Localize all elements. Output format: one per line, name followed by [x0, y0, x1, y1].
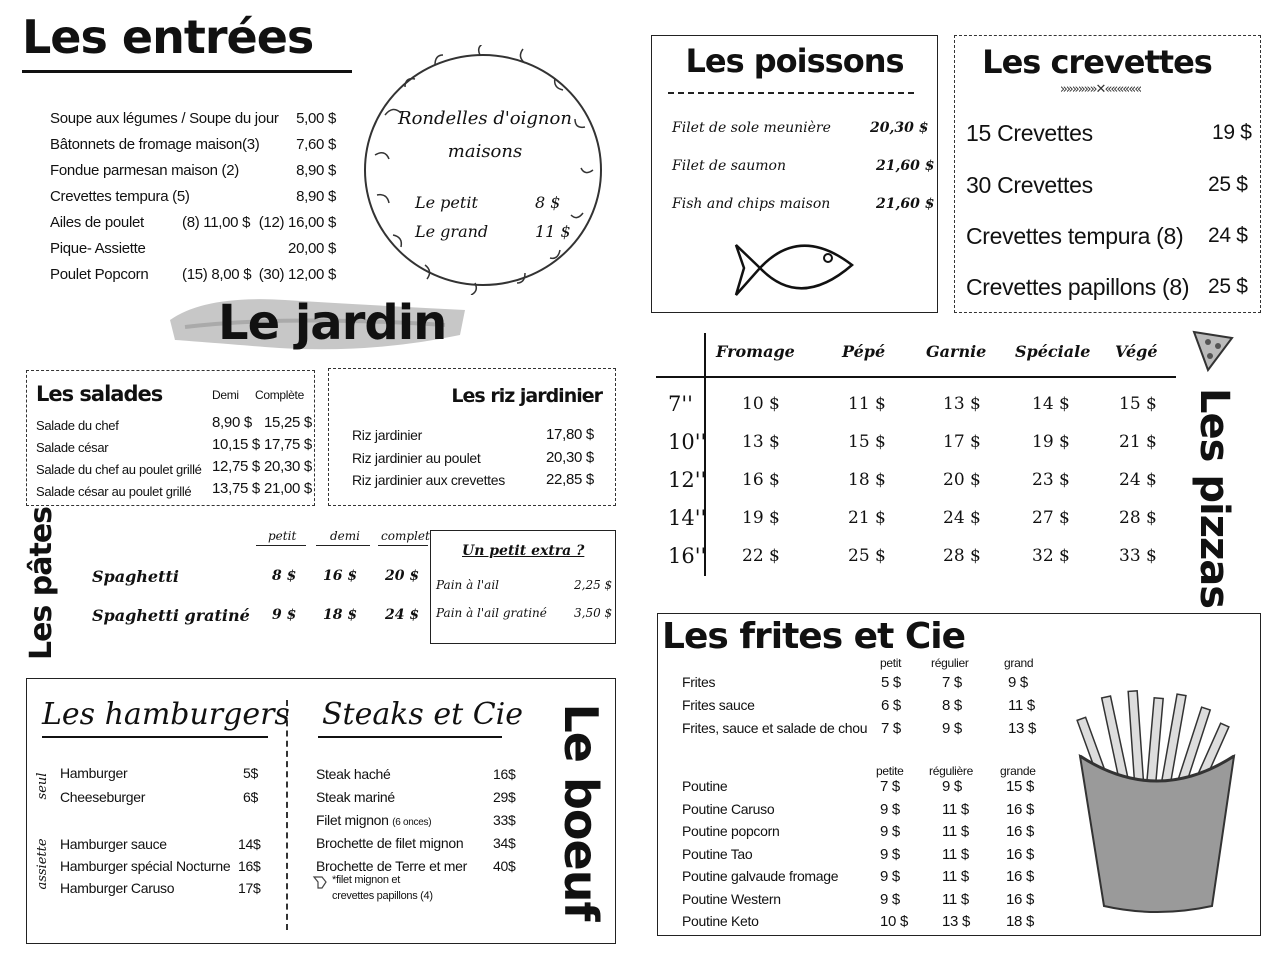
pates-col-complet: complet	[381, 529, 430, 543]
frites-price: 5 $	[881, 674, 901, 691]
poutine-col-grande: grande	[1000, 764, 1036, 778]
frites-col-petit: petit	[880, 656, 902, 670]
poisson-item: Filet de saumon	[672, 158, 786, 174]
pates-title: Les pâtes	[24, 506, 59, 660]
frites-price: 7 $	[942, 674, 962, 691]
steak-price: 34$	[493, 835, 516, 851]
wreath-icon	[355, 45, 615, 295]
steak-item	[316, 812, 431, 828]
crevette-price: 24 $	[1208, 224, 1248, 247]
pates-item: Spaghetti gratiné	[92, 606, 250, 625]
salade-price: 15,25 $	[264, 414, 312, 431]
pates-price: 24 $	[385, 607, 420, 623]
poisson-price: 20,30 $	[870, 120, 929, 136]
pizza-slice-icon	[1190, 328, 1236, 374]
pizza-price: 13 $	[943, 394, 981, 414]
poutine-price: 11 $	[942, 845, 969, 863]
pizza-size-line	[704, 333, 706, 576]
pizza-price: 17 $	[943, 432, 981, 452]
pizza-price: 16 $	[742, 470, 780, 490]
steak-item-note: (6 onces)	[392, 817, 432, 828]
poutine-price: 11 $	[942, 890, 969, 908]
pizza-price: 24 $	[943, 508, 981, 528]
pates-price: 18 $	[323, 607, 358, 623]
entree-price: 7,60 $	[296, 136, 336, 153]
pizza-price: 15 $	[1119, 394, 1157, 414]
frites-price: 13 $	[1008, 720, 1036, 737]
frites-price: 6 $	[881, 697, 901, 714]
entree-item: Ailes de poulet	[50, 214, 144, 231]
poutine-price: 9 $	[880, 890, 900, 908]
poutine-price: 9 $	[880, 800, 900, 818]
salade-item: Salade césar	[36, 440, 109, 455]
salade-price: 21,00 $	[264, 480, 312, 497]
poutine-price: 18 $	[1006, 913, 1034, 930]
jardin-title: Le jardin	[218, 295, 447, 351]
riz-item: Riz jardinier au poulet	[352, 450, 481, 466]
steaks-title: Steaks et Cie	[322, 697, 524, 732]
rondelles-title-1: Rondelles d'oignon	[398, 108, 572, 129]
entree-price: 5,00 $	[296, 110, 336, 127]
poisson-item: Fish and chips maison	[672, 196, 831, 212]
pizza-size: 12''	[668, 468, 707, 492]
pizza-price: 27 $	[1032, 508, 1070, 528]
hamburgers-title: Les hamburgers	[42, 697, 290, 732]
rondelles-item: Le grand	[415, 222, 489, 241]
pizza-price: 18 $	[848, 470, 886, 490]
poutine-price: 9 $	[942, 778, 962, 795]
pizza-size: 14''	[668, 506, 707, 530]
pates-price: 16 $	[323, 568, 358, 584]
rondelles-title-2: maisons	[447, 141, 523, 162]
frites-item: Frites, sauce et salade de chou	[682, 720, 868, 736]
boeuf-divider	[286, 700, 288, 930]
entree-item: Bâtonnets de fromage maison(3)	[50, 136, 260, 153]
burger-price: 5$	[243, 765, 258, 781]
crevette-item: 30 Crevettes	[966, 172, 1093, 198]
frites-title: Les frites et Cie	[662, 616, 965, 657]
burger-item: Hamburger	[60, 765, 128, 781]
poutine-col-petite: petite	[876, 764, 904, 778]
extra-item: Pain à l'ail gratiné	[436, 606, 547, 620]
steak-price: 29$	[493, 789, 516, 805]
pates-price: 20 $	[385, 568, 420, 584]
riz-title: Les riz jardinier	[451, 385, 602, 407]
pizza-size: 10''	[668, 430, 707, 454]
crevettes-title: Les crevettes	[982, 43, 1212, 81]
entree-price: 20,00 $	[288, 240, 336, 257]
salade-price: 12,75 $	[212, 458, 260, 475]
burger-price: 6$	[243, 789, 258, 805]
poutine-item: Poutine	[682, 778, 728, 794]
salade-price: 8,90 $	[212, 414, 252, 431]
crevette-price: 25 $	[1208, 173, 1248, 196]
poutine-price: 16 $	[1006, 868, 1034, 885]
entree-price: 8,90 $	[296, 162, 336, 179]
pizza-col: Garnie	[926, 342, 987, 361]
salade-item: Salade du chef	[36, 418, 119, 433]
pizza-price: 19 $	[742, 508, 780, 528]
salade-price: 20,30 $	[264, 458, 312, 475]
frites-item: Frites sauce	[682, 697, 755, 713]
poutine-item: Poutine Tao	[682, 845, 753, 862]
pizza-price: 20 $	[943, 470, 981, 490]
pizza-price: 21 $	[848, 508, 886, 528]
salades-col-demi: Demi	[212, 388, 239, 402]
pizza-size: 7''	[668, 392, 693, 416]
extra-price: 2,25 $	[574, 578, 613, 592]
frites-price: 7 $	[881, 720, 901, 737]
pizza-price: 14 $	[1032, 394, 1070, 414]
pizza-price: 28 $	[943, 546, 981, 566]
pizza-price: 28 $	[1119, 508, 1157, 528]
extra-price: 3,50 $	[574, 606, 613, 620]
pates-price: 8 $	[272, 568, 297, 584]
pizza-col: Végé	[1115, 342, 1158, 361]
poutine-price: 7 $	[880, 778, 900, 795]
hamburgers-underline	[42, 736, 268, 738]
poutine-item: Poutine galvaude fromage	[682, 868, 839, 884]
pizza-col: Fromage	[716, 342, 795, 361]
rondelles-price: 8 $	[535, 193, 561, 212]
salades-title: Les salades	[36, 382, 163, 406]
entrees-title: Les entrées	[22, 10, 314, 64]
divider	[316, 545, 370, 546]
poutine-price: 9 $	[880, 823, 900, 840]
frites-price: 9 $	[1008, 674, 1028, 691]
riz-item: Riz jardinier	[352, 427, 423, 443]
extra-item: Pain à l'ail	[436, 578, 500, 592]
entree-price: 8,90 $	[296, 188, 336, 205]
pizza-price: 32 $	[1032, 546, 1070, 566]
poutine-price: 16 $	[1006, 800, 1034, 818]
burger-item: Hamburger spécial Nocturne	[60, 858, 231, 874]
riz-item: Riz jardinier aux crevettes	[352, 472, 505, 488]
salade-item: Salade césar au poulet grillé	[36, 484, 192, 499]
pates-col-demi: demi	[330, 529, 360, 543]
pizza-price: 21 $	[1119, 432, 1157, 452]
burger-item: Hamburger Caruso	[60, 880, 175, 896]
poutine-price: 16 $	[1006, 823, 1034, 840]
burger-price: 17$	[238, 880, 261, 896]
poutine-price: 9 $	[880, 845, 900, 863]
frites-price: 8 $	[942, 697, 962, 714]
frites-col-grand: grand	[1004, 656, 1034, 670]
label-assiette: assiette	[35, 838, 50, 890]
entree-price: (12) 16,00 $	[258, 214, 336, 231]
steak-price: 33$	[493, 812, 516, 828]
riz-price: 17,80 $	[546, 426, 594, 443]
pizza-price: 25 $	[848, 546, 886, 566]
poutine-item: Poutine Keto	[682, 913, 759, 929]
riz-price: 22,85 $	[546, 471, 594, 488]
footnote-hand-icon	[312, 874, 330, 892]
pizza-price: 23 $	[1032, 470, 1070, 490]
entree-price: (8) 11,00 $	[182, 214, 251, 231]
pizza-col: Spéciale	[1015, 342, 1091, 361]
entree-item: Poulet Popcorn	[50, 266, 149, 283]
poutine-item: Poutine popcorn	[682, 823, 780, 839]
pizza-price: 11 $	[848, 394, 886, 414]
pizza-price: 10 $	[742, 394, 780, 414]
burger-item: Cheeseburger	[60, 789, 146, 805]
steak-item: Steak haché	[316, 766, 391, 782]
poutine-item: Poutine Western	[682, 890, 781, 907]
frites-col-regulier: régulier	[931, 656, 969, 670]
steak-item: Brochette de filet mignon	[316, 835, 464, 851]
extra-title: Un petit extra ?	[462, 543, 585, 559]
poutine-price: 13 $	[942, 913, 970, 930]
steak-footnote-1: *filet mignon et	[332, 874, 400, 886]
pizza-price: 19 $	[1032, 432, 1070, 452]
pizza-price: 22 $	[742, 546, 780, 566]
salade-price: 13,75 $	[212, 480, 260, 497]
pates-price: 9 $	[272, 607, 297, 623]
fish-icon	[730, 230, 860, 305]
pizza-header-line	[656, 376, 1176, 378]
fries-icon	[1072, 686, 1242, 916]
crevette-price: 25 $	[1208, 275, 1248, 298]
pizzas-title: Les pizzas	[1191, 388, 1237, 609]
burger-price: 16$	[238, 858, 261, 874]
frites-item: Frites	[682, 674, 716, 690]
entree-item: Soupe aux légumes / Soupe du jour	[50, 110, 279, 127]
poutine-price: 10 $	[880, 913, 908, 930]
pizza-size: 16''	[668, 544, 707, 568]
poisson-item: Filet de sole meunière	[672, 120, 831, 136]
entree-price: (15) 8,00 $	[182, 266, 252, 283]
steak-price: 40$	[493, 858, 516, 874]
steak-price: 16$	[493, 766, 516, 782]
steak-item: Brochette de Terre et mer	[316, 858, 467, 874]
poutine-col-reguliere: régulière	[929, 764, 973, 778]
salade-price: 17,75 $	[264, 436, 312, 453]
crevette-item: Crevettes tempura (8)	[966, 223, 1184, 249]
pates-col-petit: petit	[268, 529, 297, 543]
pizza-price: 33 $	[1119, 546, 1157, 566]
poissons-dashed-line	[668, 92, 914, 94]
poutine-price: 15 $	[1006, 778, 1034, 795]
burger-item: Hamburger sauce	[60, 836, 167, 852]
entrees-underline	[22, 70, 352, 73]
poutine-price: 11 $	[942, 823, 969, 840]
burger-price: 14$	[238, 836, 261, 852]
frites-price: 9 $	[942, 720, 962, 737]
pizza-col: Pépé	[842, 342, 886, 361]
poutine-price: 11 $	[942, 800, 969, 818]
chevron-divider-icon: »»»»»»✕««««««	[1059, 82, 1141, 97]
label-seul: seul	[35, 772, 50, 800]
pizza-price: 13 $	[742, 432, 780, 452]
steak-footnote-2: crevettes papillons (4)	[332, 890, 433, 902]
pizza-price: 24 $	[1119, 470, 1157, 490]
poutine-item: Poutine Caruso	[682, 800, 775, 817]
rondelles-item: Le petit	[415, 193, 478, 212]
divider	[256, 545, 306, 546]
entree-price: (30) 12,00 $	[258, 266, 336, 283]
poissons-title: Les poissons	[685, 42, 904, 80]
steak-item: Steak mariné	[316, 789, 395, 805]
crevette-price: 19 $	[1212, 121, 1252, 144]
boeuf-title: Le boeuf	[554, 703, 608, 921]
frites-price: 11 $	[1008, 697, 1035, 714]
pizza-price: 15 $	[848, 432, 886, 452]
salade-price: 10,15 $	[212, 436, 260, 453]
entree-item: Pique- Assiette	[50, 240, 146, 257]
entree-item: Fondue parmesan maison (2)	[50, 162, 239, 179]
poutine-price: 11 $	[942, 868, 969, 885]
entrees-list	[50, 110, 350, 290]
entree-item: Crevettes tempura (5)	[50, 188, 190, 205]
poutine-price: 9 $	[880, 868, 900, 885]
steak-item-name: Filet mignon	[316, 812, 389, 828]
divider	[378, 545, 428, 546]
poisson-price: 21,60 $	[876, 158, 935, 174]
poutine-price: 16 $	[1006, 845, 1034, 863]
crevette-item: Crevettes papillons (8)	[966, 274, 1190, 300]
pates-item: Spaghetti	[92, 567, 179, 586]
crevette-item: 15 Crevettes	[966, 120, 1093, 146]
salades-col-complete: Complète	[255, 388, 304, 402]
rondelles-price: 11 $	[535, 222, 571, 241]
steaks-underline	[318, 736, 502, 738]
riz-price: 20,30 $	[546, 449, 594, 466]
poutine-price: 16 $	[1006, 890, 1034, 908]
salade-item: Salade du chef au poulet grillé	[36, 462, 202, 477]
poisson-price: 21,60 $	[876, 196, 935, 212]
